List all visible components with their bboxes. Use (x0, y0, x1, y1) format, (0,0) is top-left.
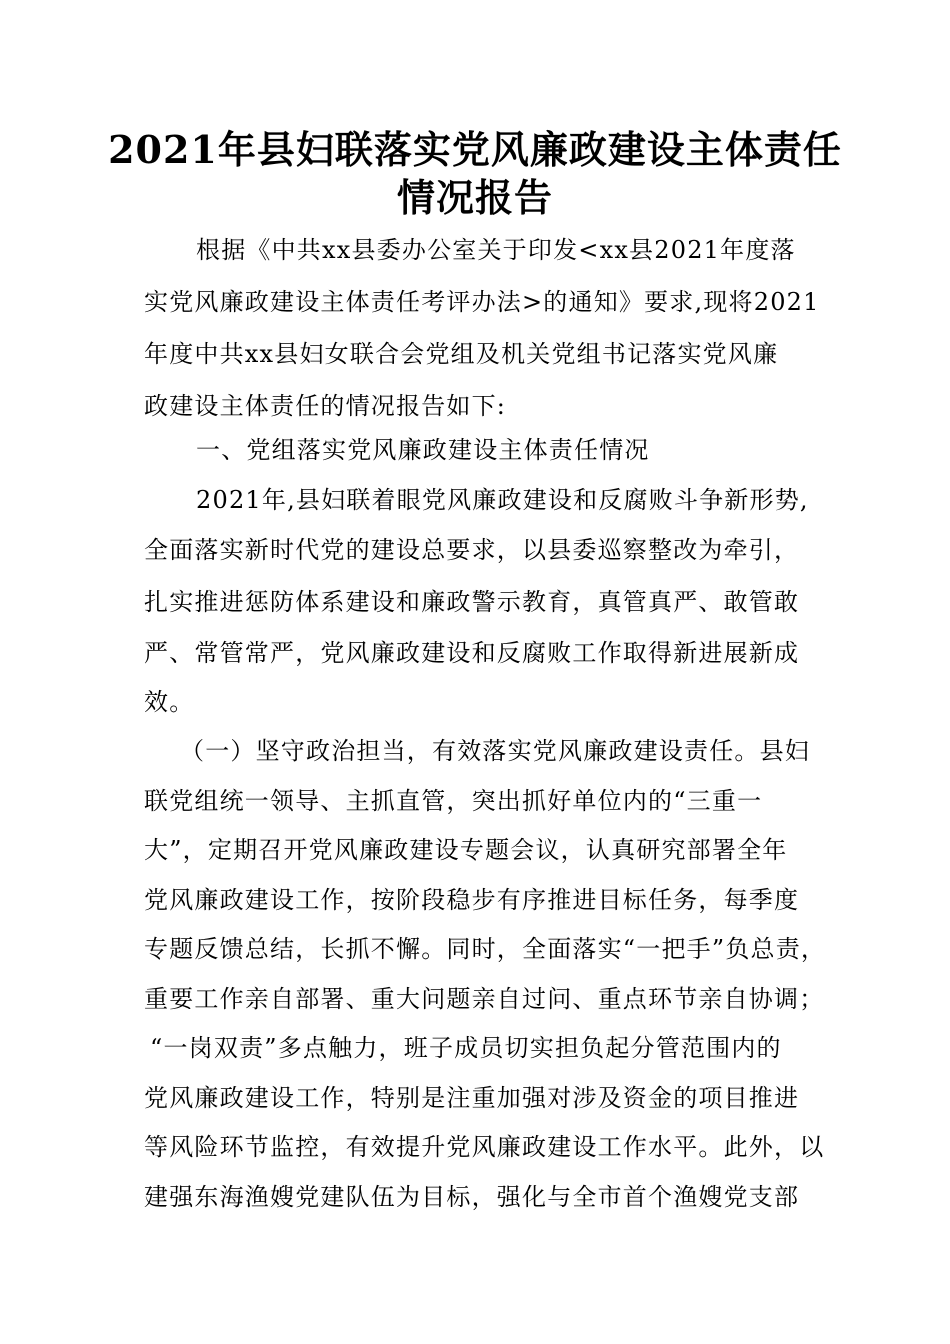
section-heading: 一、党组落实党风廉政建设主体责任情况 (196, 436, 650, 464)
body-line: 大”，定期召开党风廉政建设专题会议，认真研究部署全年 (144, 836, 788, 864)
document-title-line-2: 情况报告 (396, 175, 553, 220)
body-line: 重要工作亲自部署、重大问题亲自过问、重点环节亲自协调； (144, 985, 825, 1013)
body-line: 等风险环节监控，有效提升党风廉政建设工作水平。此外，以 (144, 1133, 825, 1161)
body-line: 根据《中共xx县委办公室关于印发<xx县2021年度落 (196, 236, 796, 264)
body-line: （一）坚守政治担当，有效落实党风廉政建设责任。县妇 (180, 737, 810, 765)
body-line: 党风廉政建设工作，特别是注重加强对涉及资金的项目推进 (144, 1084, 800, 1112)
body-line: “一岗双责”多点触力，班子成员切实担负起分管范围内的 (150, 1034, 782, 1062)
body-line: 专题反馈总结，长抓不懈。同时，全面落实“一把手”负总责， (144, 935, 827, 963)
body-line: 效。 (144, 688, 195, 716)
body-line: 年度中共xx县妇女联合会党组及机关党组书记落实党风廉 (144, 340, 779, 368)
body-line: 扎实推进惩防体系建设和廉政警示教育，真管真严、敢管敢 (144, 588, 800, 616)
body-line: 政建设主体责任的情况报告如下: (144, 392, 507, 420)
body-line: 党风廉政建设工作，按阶段稳步有序推进目标任务，每季度 (144, 886, 800, 914)
body-line: 2021年,县妇联着眼党风廉政建设和反腐败斗争新形势, (196, 486, 809, 514)
body-line: 建强东海渔嫂党建队伍为目标，强化与全市首个渔嫂党支部 (144, 1183, 800, 1211)
body-line: 联党组统一领导、主抓直管，突出抓好单位内的“三重一 (144, 787, 763, 815)
body-line: 全面落实新时代党的建设总要求，以县委巡察整改为牵引， (144, 536, 800, 564)
body-line: 实党风廉政建设主体责任考评办法>的通知》要求,现将2021 (144, 288, 820, 316)
document-title-line-1: 2021年县妇联落实党风廉政建设主体责任 (108, 127, 842, 172)
body-line: 严、常管常严，党风廉政建设和反腐败工作取得新进展新成 (144, 639, 800, 667)
